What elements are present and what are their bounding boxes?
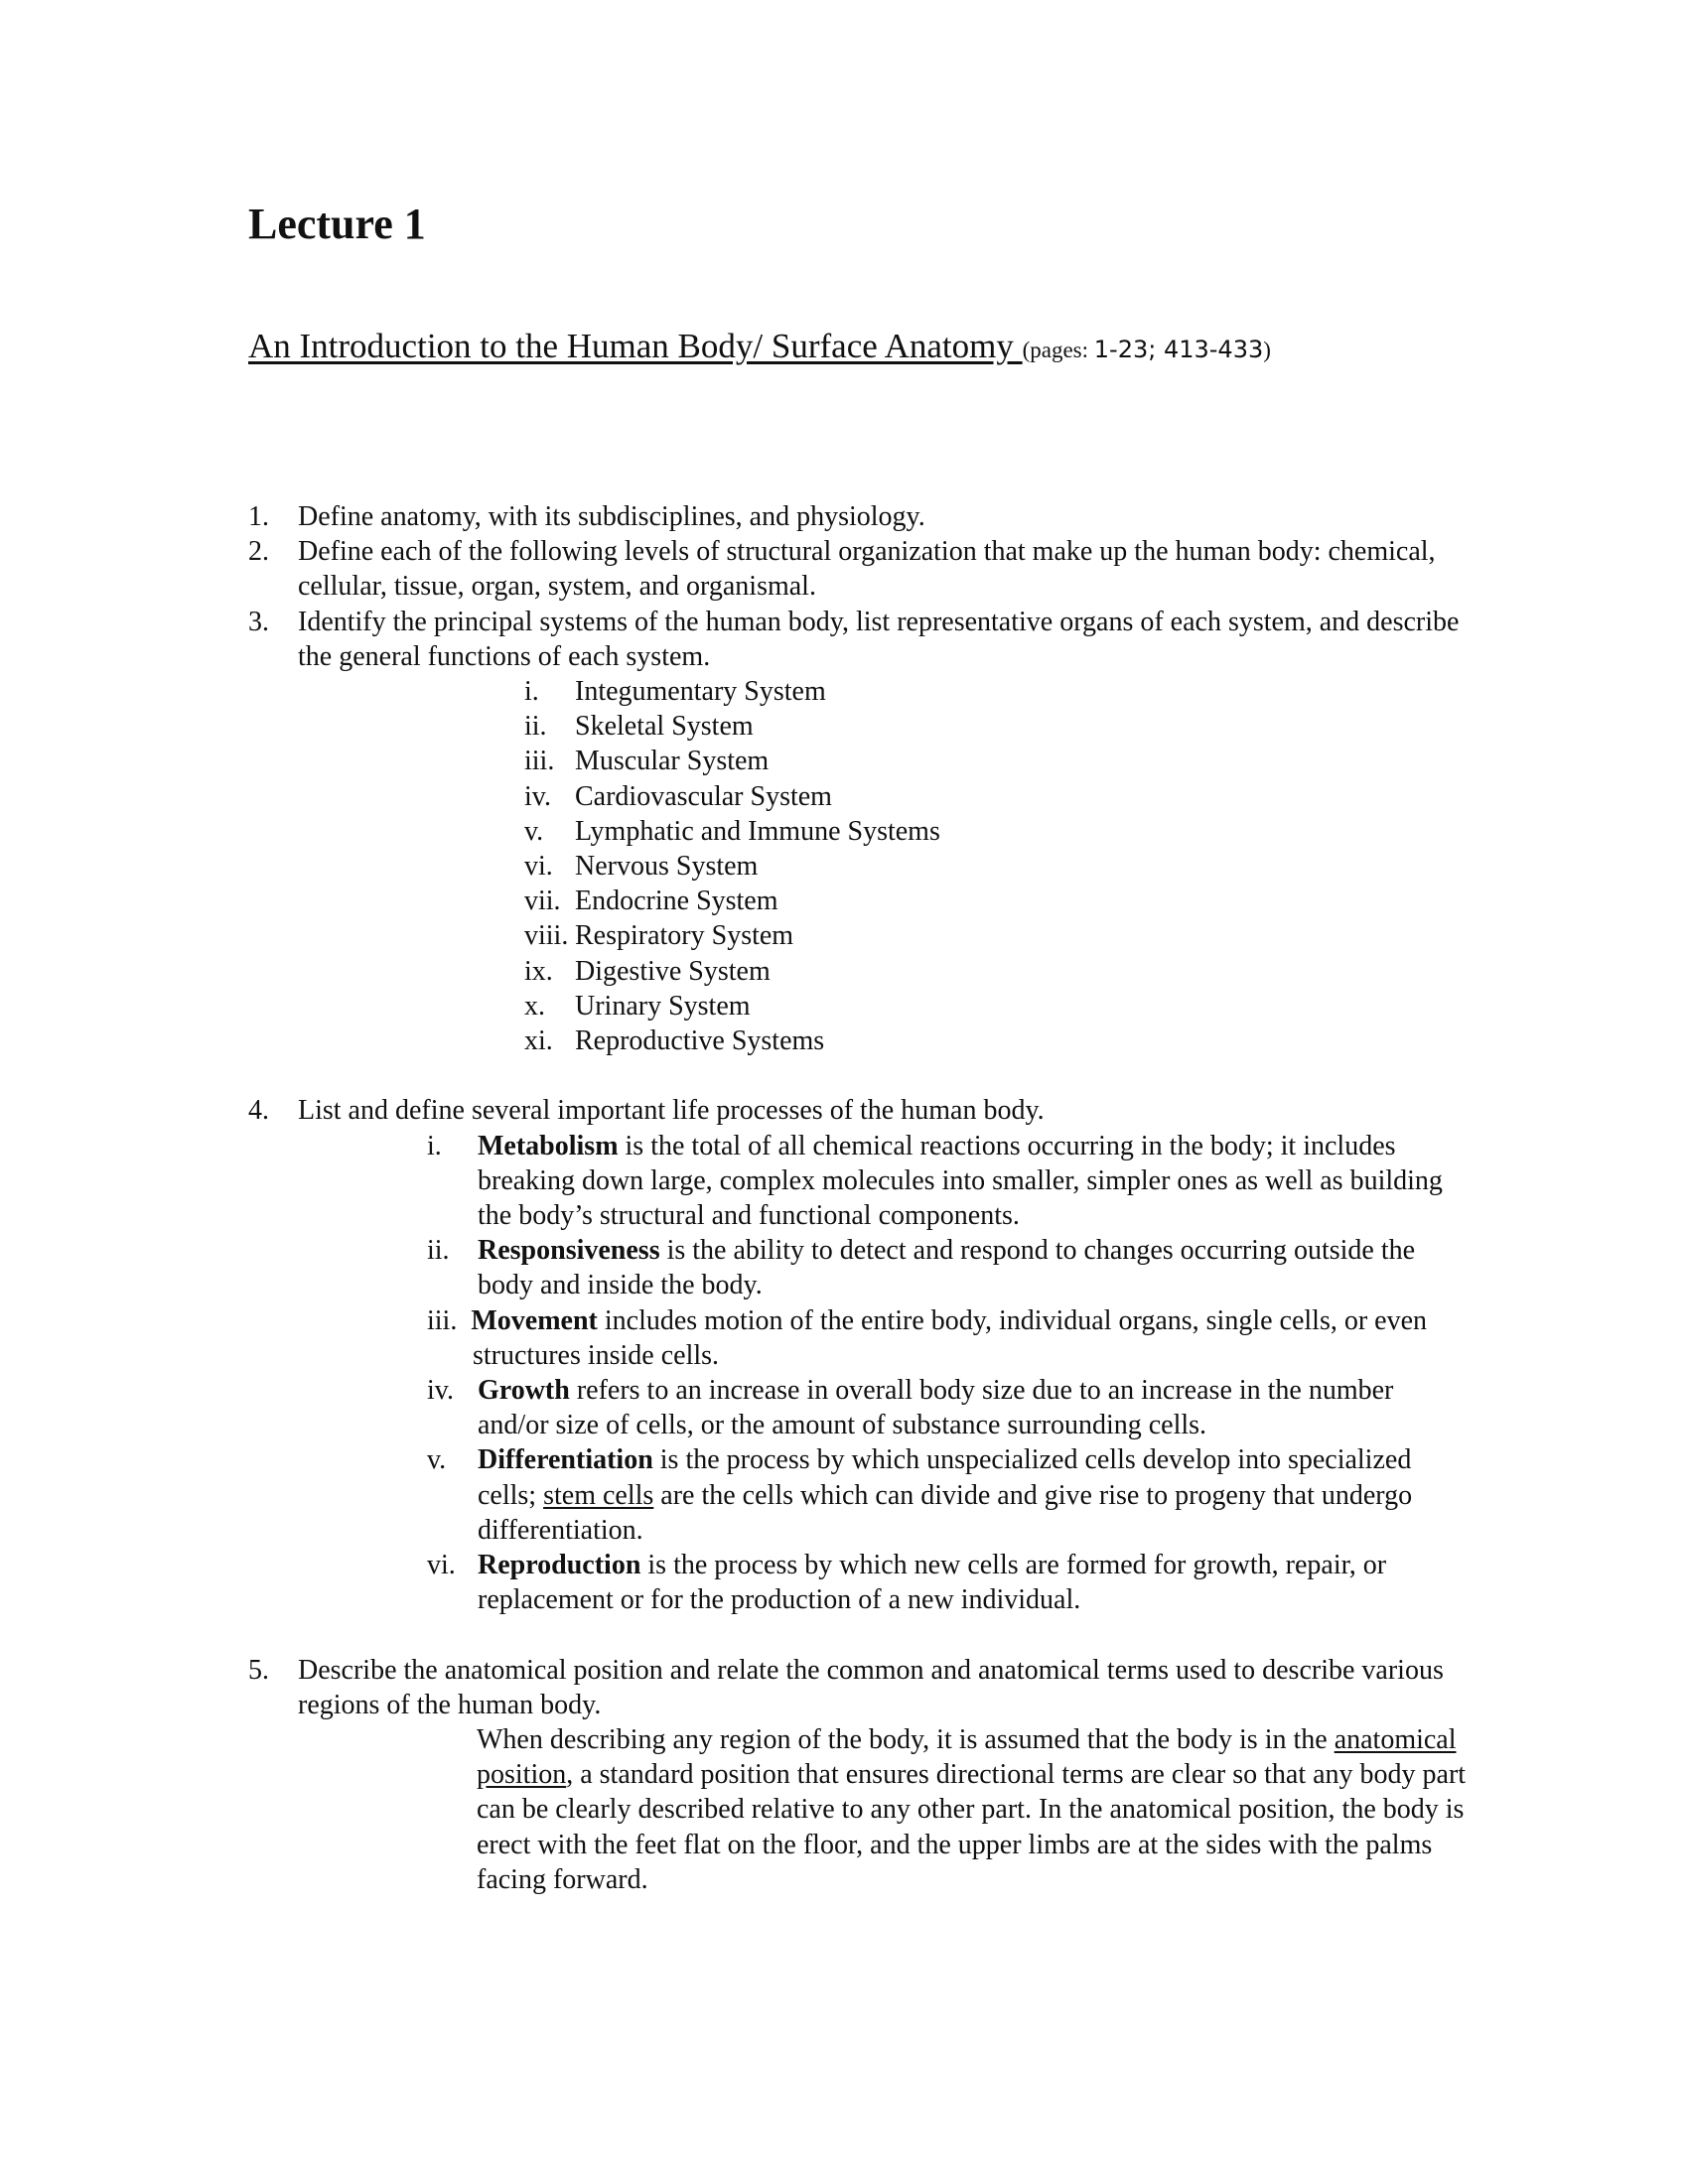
- system-name: Nervous System: [575, 851, 759, 883]
- paragraph-text: When describing any region of the body, it is assumed that the body is in the: [477, 1724, 1335, 1756]
- objective-item: [248, 1093, 1470, 1128]
- objective-number: 1.: [248, 501, 269, 532]
- system-item: [524, 918, 1470, 953]
- objective-item: [248, 499, 1470, 534]
- objective-number: 5.: [248, 1654, 269, 1686]
- systems-list: [524, 674, 1470, 1058]
- objective-text: Describe the anatomical position and relate the common and anatomical terms used to describe various regions of the human body.: [298, 1654, 1444, 1720]
- process-definition-end: are the cells which can divide and give rise to progeny that undergo differentiation.: [478, 1479, 1413, 1546]
- roman-numeral: iii.: [427, 1304, 458, 1336]
- system-item: [524, 674, 1470, 709]
- system-item: [524, 849, 1470, 884]
- system-name: Reproductive Systems: [575, 1025, 825, 1057]
- roman-numeral: ix.: [524, 955, 553, 987]
- roman-numeral: viii.: [524, 920, 569, 952]
- objective-text: Identify the principal systems of the human body, list representative organs of each system, and describe the general functions of each system.: [298, 606, 1460, 672]
- life-processes-list: [427, 1129, 1470, 1618]
- process-term: Differentiation: [478, 1444, 653, 1476]
- system-name: Lymphatic and Immune Systems: [575, 815, 940, 847]
- roman-numeral: ii.: [524, 711, 547, 743]
- pages-numbers: 1-23; 413-433: [1093, 336, 1264, 363]
- process-definition: is the process by which new cells are formed for growth, repair, or replacement or for the production of a new individual.: [478, 1550, 1387, 1616]
- system-name: Urinary System: [575, 990, 751, 1022]
- roman-numeral: vi.: [524, 851, 553, 883]
- objective-item: [248, 534, 1470, 604]
- system-name: Digestive System: [575, 955, 771, 987]
- underlined-term: anatomical position: [477, 1724, 1457, 1791]
- roman-numeral: v.: [524, 815, 544, 847]
- paragraph-text-end: , a standard position that ensures directional terms are clear so that any body part can be clearly described relative to any other part. In the anatomical position, the body is erect with the feet flat on the floor, and the upper limbs are at the sides with the palms facing forward.: [477, 1759, 1467, 1895]
- objective-text: Define each of the following levels of structural organization that make up the human body: chemical, cellular, tissue, organ, system, and organismal.: [298, 536, 1436, 603]
- lecture-subtitle: [248, 324, 1271, 373]
- page-title: Lecture 1: [248, 200, 426, 248]
- process-continuation: structures inside cells.: [473, 1339, 720, 1371]
- process-term: Growth: [478, 1375, 570, 1407]
- objective-number: 3.: [248, 606, 269, 637]
- roman-numeral: ii.: [427, 1235, 450, 1267]
- process-item: [427, 1548, 1470, 1617]
- system-item: [524, 744, 1470, 778]
- roman-numeral: iii.: [524, 746, 555, 777]
- process-item: [427, 1233, 1470, 1302]
- process-definition: refers to an increase in overall body size due to an increase in the number and/or size of cells, or the amount of substance surrounding cells.: [478, 1375, 1394, 1441]
- system-name: Respiratory System: [575, 920, 794, 952]
- system-item: [524, 779, 1470, 814]
- process-term: Movement: [471, 1304, 598, 1336]
- objective-item: [248, 1653, 1470, 1722]
- roman-numeral: i.: [524, 676, 539, 708]
- process-definition: is the process by which unspecialized cells develop into specialized cells;: [478, 1444, 1412, 1511]
- subtitle-text: An Introduction to the Human Body/ Surface Anatomy: [248, 327, 1023, 365]
- roman-numeral: iv.: [427, 1375, 454, 1407]
- process-item: [427, 1303, 1470, 1373]
- roman-numeral: vii.: [524, 886, 561, 917]
- system-name: Muscular System: [575, 746, 770, 777]
- objective-number: 2.: [248, 536, 269, 568]
- pages-label: (pages:: [1022, 338, 1094, 362]
- roman-numeral: v.: [427, 1444, 447, 1476]
- process-term: Responsiveness: [478, 1235, 660, 1267]
- roman-numeral: x.: [524, 990, 545, 1022]
- system-item: [524, 989, 1470, 1024]
- objective-text: List and define several important life processes of the human body.: [298, 1095, 1045, 1127]
- system-item: [524, 814, 1470, 849]
- process-definition: includes motion of the entire body, individual organs, single cells, or even: [597, 1304, 1428, 1336]
- process-definition: is the total of all chemical reactions occurring in the body; it includes breaking down large, complex molecules into smaller, simpler ones as well as building the body’s structural and functional components.: [478, 1130, 1443, 1232]
- process-term: Metabolism: [478, 1130, 619, 1161]
- system-item: [524, 1024, 1470, 1058]
- objective-item: [248, 605, 1470, 674]
- roman-numeral: iv.: [524, 780, 551, 812]
- roman-numeral: i.: [427, 1130, 442, 1161]
- system-name: Endocrine System: [575, 886, 778, 917]
- system-name: Skeletal System: [575, 711, 754, 743]
- pages-close: ): [1263, 338, 1271, 362]
- roman-numeral: vi.: [427, 1550, 456, 1581]
- system-name: Cardiovascular System: [575, 780, 832, 812]
- system-name: Integumentary System: [575, 676, 826, 708]
- roman-numeral: xi.: [524, 1025, 553, 1057]
- system-item: [524, 709, 1470, 744]
- system-item: [524, 954, 1470, 989]
- objectives-list: [248, 499, 1470, 1897]
- process-item: [427, 1442, 1470, 1548]
- objective-number: 4.: [248, 1095, 269, 1127]
- underlined-term: stem cells: [543, 1479, 654, 1511]
- objective-text: Define anatomy, with its subdisciplines, and physiology.: [298, 501, 925, 532]
- process-term: Reproduction: [478, 1550, 641, 1581]
- process-item: [427, 1373, 1470, 1442]
- process-item: [427, 1129, 1470, 1234]
- anatomical-position-paragraph: [477, 1722, 1470, 1897]
- process-definition: is the ability to detect and respond to changes occurring outside the body and inside the body.: [478, 1235, 1416, 1301]
- system-item: [524, 884, 1470, 918]
